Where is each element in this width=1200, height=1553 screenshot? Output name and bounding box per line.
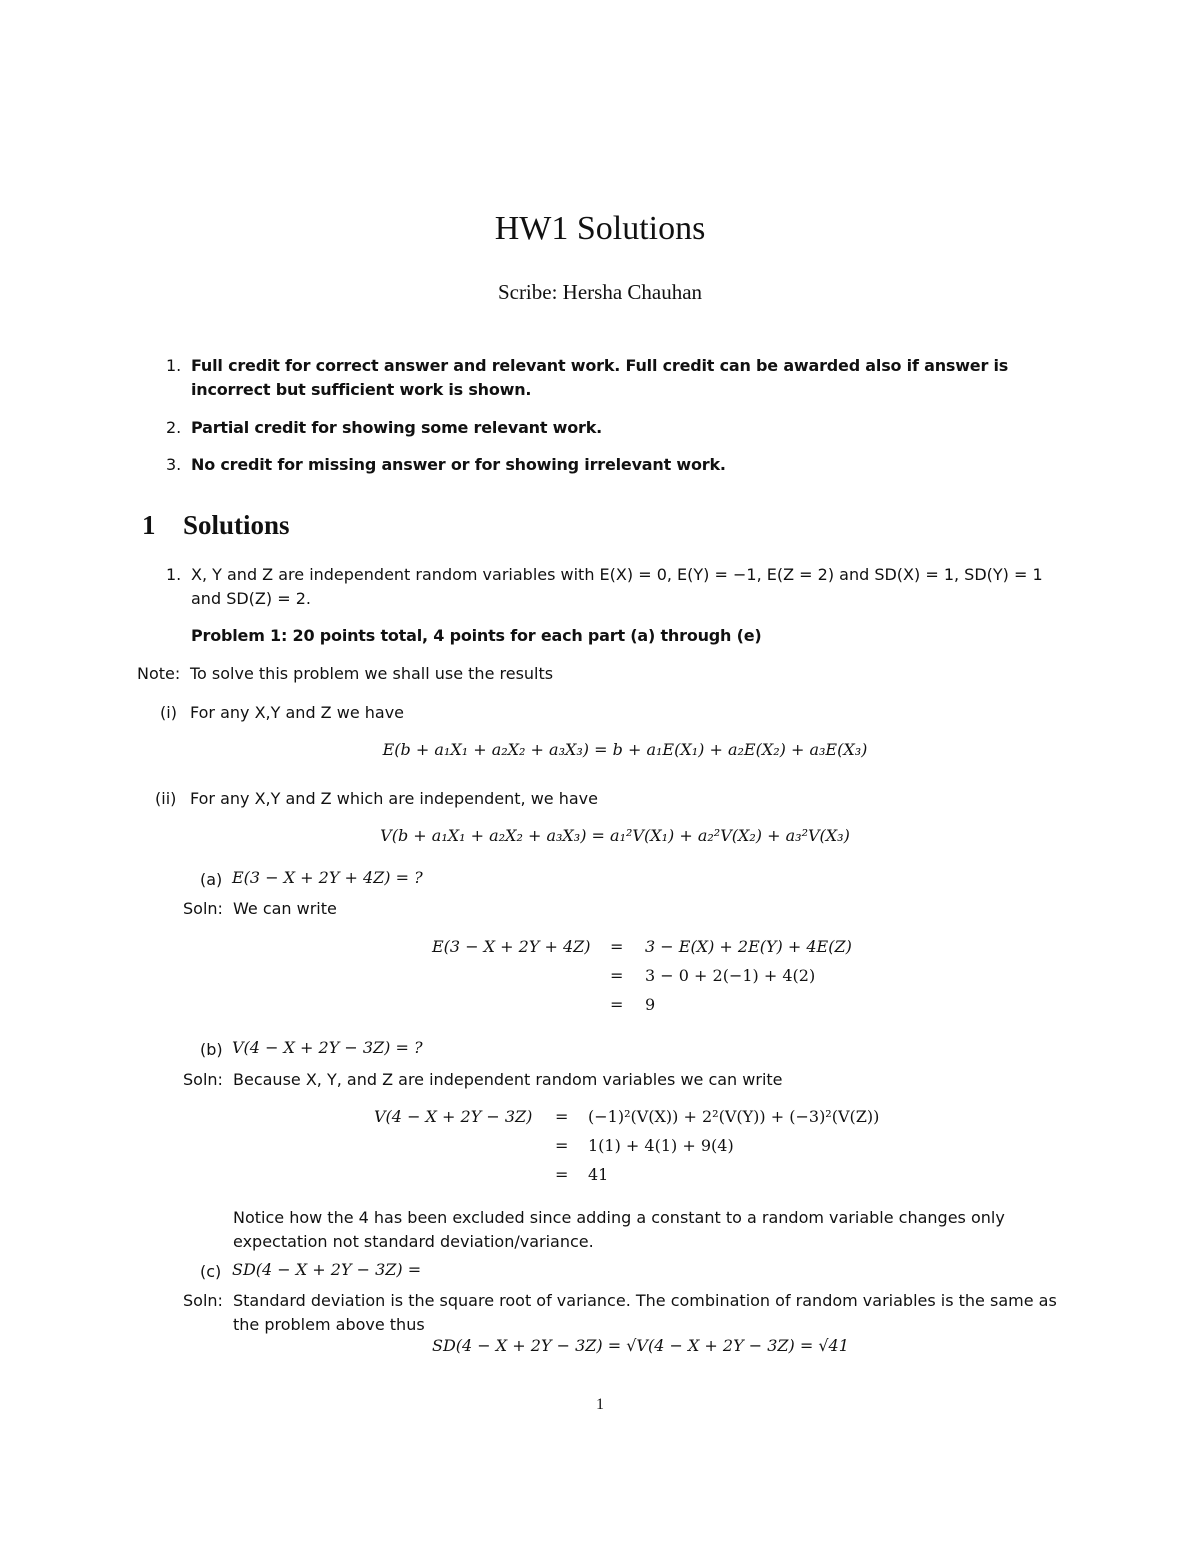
page-title: HW1 Solutions — [494, 210, 706, 247]
problem-points: Problem 1: 20 points total, 4 points for each part (a) through (e) — [191, 626, 762, 645]
equals-sign: = — [555, 1136, 569, 1155]
equals-sign: = — [610, 937, 624, 956]
variance-independence-equation: V(b + a₁X₁ + a₂X₂ + a₃X₃) = a₁²V(X₁) + a₂²V(X₂) + a₃²V(X₃) — [380, 826, 850, 845]
equals-sign: = — [555, 1165, 569, 1184]
sd-equation: SD(4 − X + 2Y − 3Z) = √V(4 − X + 2Y − 3Z) = √41 — [432, 1336, 849, 1355]
rule-text: No credit for missing answer or for showing irrelevant work. — [191, 455, 726, 474]
equals-sign: = — [610, 995, 624, 1014]
section-number: 1 — [142, 510, 156, 540]
soln-label: Soln: — [183, 1291, 223, 1310]
part-question: E(3 − X + 2Y + 4Z) = ? — [232, 868, 423, 887]
equation-lhs: V(4 − X + 2Y − 3Z) — [374, 1107, 533, 1126]
note-item-label: (ii) — [155, 789, 177, 808]
page-number: 1 — [596, 1396, 604, 1413]
section-title: Solutions — [183, 510, 290, 540]
equals-sign: = — [610, 966, 624, 985]
equation-rhs: 3 − 0 + 2(−1) + 4(2) — [645, 966, 816, 985]
soln-label: Soln: — [183, 899, 223, 918]
equation-rhs: 3 − E(X) + 2E(Y) + 4E(Z) — [645, 937, 852, 956]
rule-text: Partial credit for showing some relevant work. — [191, 418, 603, 437]
scribe-line: Scribe: Hersha Chauhan — [497, 280, 703, 304]
equation-rhs: 1(1) + 4(1) + 9(4) — [588, 1136, 734, 1155]
notice-paragraph: Notice how the 4 has been excluded since adding a constant to a random variable changes only expectation not standard deviation/variance. — [233, 1208, 1005, 1251]
expectation-linearity-equation: E(b + a₁X₁ + a₂X₂ + a₃X₃) = b + a₁E(X₁) + a₂E(X₂) + a₃E(X₃) — [382, 740, 868, 759]
rule-number: 3. — [166, 455, 182, 474]
note-item-text: For any X,Y and Z we have — [190, 703, 404, 722]
soln-text: Because X, Y, and Z are independent random variables we can write — [233, 1070, 783, 1089]
part-question: V(4 − X + 2Y − 3Z) = ? — [232, 1038, 423, 1057]
part-label: (a) — [200, 870, 223, 889]
soln-text: We can write — [233, 899, 337, 918]
rule-text: Full credit for correct answer and relevant work. Full credit can be awarded also if answer is incorrect but sufficient work is shown. — [191, 356, 1009, 399]
equation-lhs: E(3 − X + 2Y + 4Z) — [432, 937, 591, 956]
part-question: SD(4 − X + 2Y − 3Z) = — [232, 1260, 422, 1279]
equation-rhs: 9 — [645, 995, 656, 1014]
note-item-label: (i) — [160, 703, 177, 722]
note-label: Note: — [137, 664, 181, 683]
soln-label: Soln: — [183, 1070, 223, 1089]
problem-number: 1. — [166, 565, 182, 584]
problem-statement: X, Y and Z are independent random variables with E(X) = 0, E(Y) = −1, E(Z = 2) and SD(X) = 1, SD(Y) = 1 and SD(Z) = 2. — [191, 565, 1043, 608]
equals-sign: = — [555, 1107, 569, 1126]
equation-rhs: 41 — [588, 1165, 609, 1184]
part-label: (c) — [200, 1262, 222, 1281]
soln-text: Standard deviation is the square root of variance. The combination of random variables is the same as the problem above thus — [233, 1291, 1057, 1334]
note-text: To solve this problem we shall use the results — [190, 664, 554, 683]
equation-rhs: (−1)²(V(X)) + 2²(V(Y)) + (−3)²(V(Z)) — [588, 1107, 880, 1126]
note-item-text: For any X,Y and Z which are independent, we have — [190, 789, 598, 808]
rule-number: 1. — [166, 356, 182, 375]
part-label: (b) — [200, 1040, 223, 1059]
rule-number: 2. — [166, 418, 182, 437]
